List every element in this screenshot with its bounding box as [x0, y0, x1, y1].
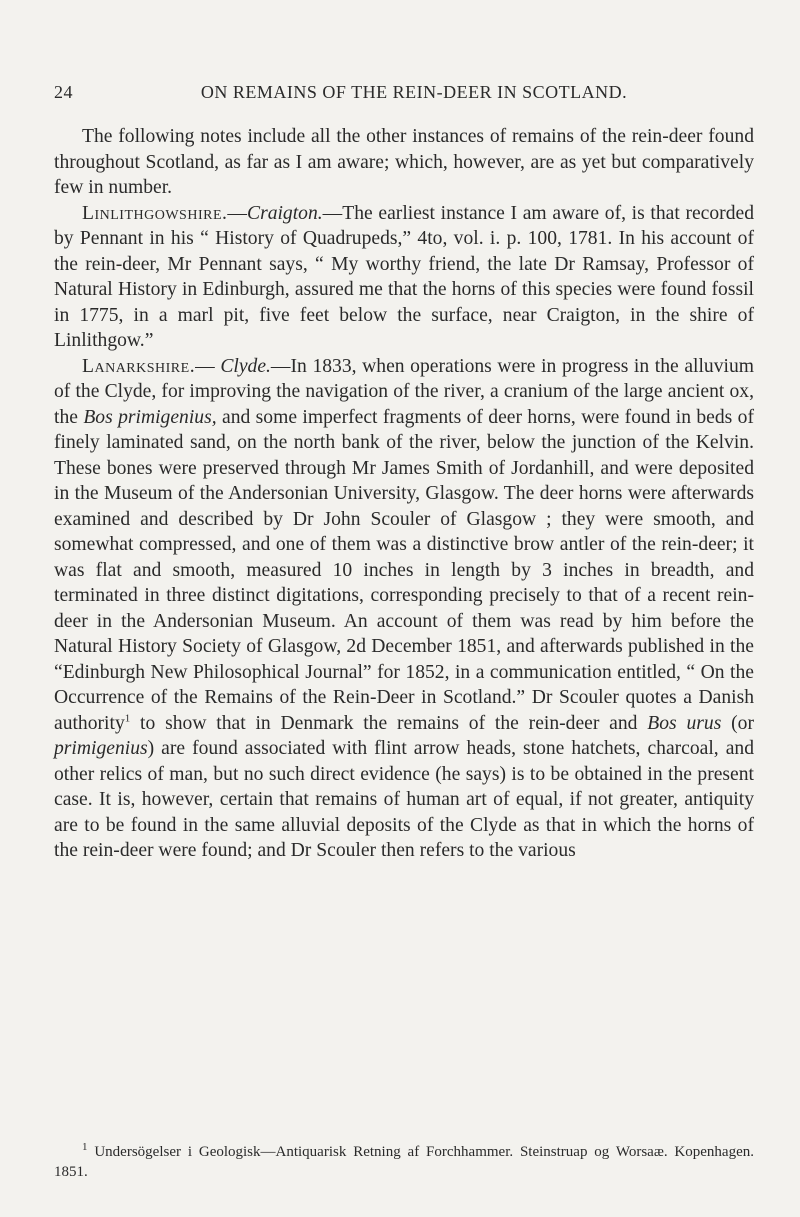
intro-paragraph: The following notes include all the other instances of remains of the rein-deer found throughout Scotland, as far as I am aware; which, however, are as yet but comparatively few in number. — [54, 126, 754, 198]
county-heading-linlithgowshire: Linlithgowshire. — [82, 202, 228, 224]
running-head — [54, 82, 754, 108]
linlithgowshire-paragraph: Linlithgowshire.—Craigton.—The earliest instance I am aware of, is that recorded by Pennant in his “ History of Quadrupeds,” 4to, vol. i. p. 100, 1781. In his account of the rein-deer, Mr Pennant says, “ My worthy friend, the late Dr Ramsay, Professor of Natural History in Edinburgh, assured me that the horns of this species were found fossil in 1775, in a marl pit, five feet below the surface, near Craigton, in the shire of Linlithgow.” — [54, 202, 754, 351]
place-heading-clyde: Clyde. — [220, 355, 271, 377]
lanarkshire-text-1: In 1833, when operations were in progress in the alluvium of the Clyde, for improving the navigation of the river, a cranium of the large ancient ox, the — [54, 355, 754, 428]
lanarkshire-text-3: to show that in Denmark the remains of the rein-deer and — [130, 712, 648, 734]
lanarkshire-text-2: and some imperfect fragments of deer horns, were found in beds of finely laminated sand, on the north bank of the river, below the junction of the Kelvin. These bones were preserved through Mr James Smith of Jordanhill, and were deposited in the Museum of the Andersonian University, Glasgow. The deer horns were afterwards examined and described by Dr John Scouler of Glasgow ; they were smooth, and somewhat compressed, and one of them was a distinctive brow antler of the rein-deer; it was flat and smooth, measured 10 inches in length by 3 inches in breadth, and terminated in three distinct digitations, corresponding precisely to that of a recent rein-deer in the Andersonian Museum. An account of them was read by him before the Natural History Society of Glasgow, 2d December 1851, and afterwards published in the “Edinburgh New Philosophical Journal” for 1852, in a communication entitled, “ On the Occurrence of the Remains of the Rein-Deer in Scotland.” Dr Scouler quotes a Danish authority — [54, 406, 755, 734]
footnote-reference[interactable]: 1 — [124, 711, 131, 724]
linlithgowshire-text: The earliest instance I am aware of, is that recorded by Pennant in his “ History of Quadrupeds,” 4to, vol. i. p. 100, 1781. In his account of the rein-deer, Mr Pennant says, “ My worthy friend, the late Dr Ramsay, Professor of Natural History in Edinburgh, assured me that the horns of this species were found fossil in 1775, in a marl pit, five feet below the surface, near Craigton, in the shire of Linlithgow.” — [54, 202, 754, 351]
body-text — [54, 124, 754, 864]
species-primigenius: primigenius — [54, 738, 148, 759]
place-heading-craigton: Craigton. — [247, 202, 323, 224]
footnote — [54, 1142, 754, 1182]
lanarkshire-text-5: ) are found associated with flint arrow heads, stone hatchets, charcoal, and other relics of man, but no such direct evidence (he says) is to be obtained in the present case. It is, however, certain that remains of human art of equal, if not greater, antiquity are to be found in the same alluvial deposits of the Clyde as that in which the horns of the rein-deer were found; and Dr Scouler then refers to the various — [54, 738, 754, 861]
lanarkshire-paragraph: Lanarkshire.— Clyde.—In 1833, when operations were in progress in the alluvium of the Clyde, for improving the navigation of the river, a cranium of the large ancient ox, the Bos primigenius, and some imperfect fragments of deer horns, were found in beds of finely laminated sand, on the north bank of the river, below the junction of the Kelvin. These bones were preserved through Mr James Smith of Jordanhill, and were deposited in the Museum of the Andersonian University, Glasgow. The deer horns were afterwards examined and described by Dr John Scouler of Glasgow ; they were smooth, and somewhat compressed, and one of them was a distinctive brow antler of the rein-deer; it was flat and smooth, measured 10 inches in length by 3 inches in breadth, and terminated in three distinct digitations, corresponding precisely to that of a recent rein-deer in the Andersonian Museum. An account of them was read by him before the Natural History Society of Glasgow, 2d December 1851, and afterwards published in the “Edinburgh New Philosophical Journal” for 1852, in a communication entitled, “ On the Occurrence of the Remains of the Rein-Deer in Scotland.” Dr Scouler quotes a Danish authority$^1$ to show that in Denmark the remains of the rein-deer and Bos urus (or primigenius) are found associated with flint arrow heads, stone hatchets, charcoal, and other relics of man, but no such direct evidence (he says) is to be obtained in the present case. It is, however, certain that remains of human art of equal, if not greater, antiquity are to be found in the same alluvial deposits of the Clyde as that in which the horns of the rein-deer were found; and Dr Scouler then refers to the various — [54, 355, 755, 861]
species-bos-urus: Bos urus — [647, 712, 722, 734]
running-title: ON REMAINS OF THE REIN-DEER IN SCOTLAND. — [200, 82, 628, 102]
footnote-mark: 1 — [82, 1141, 88, 1153]
footnote-text: Undersögelser i Geologisk—Antiquarisk Retning af Forchhammer. Steinstruap og Worsaæ. Kopenhagen. 1851. — [54, 1144, 754, 1180]
lanarkshire-text-4: (or — [721, 712, 754, 734]
species-bos-primigenius: Bos primigenius, — [83, 406, 217, 428]
county-heading-lanarkshire: Lanarkshire. — [82, 355, 196, 377]
page-number: 24 — [54, 82, 73, 102]
